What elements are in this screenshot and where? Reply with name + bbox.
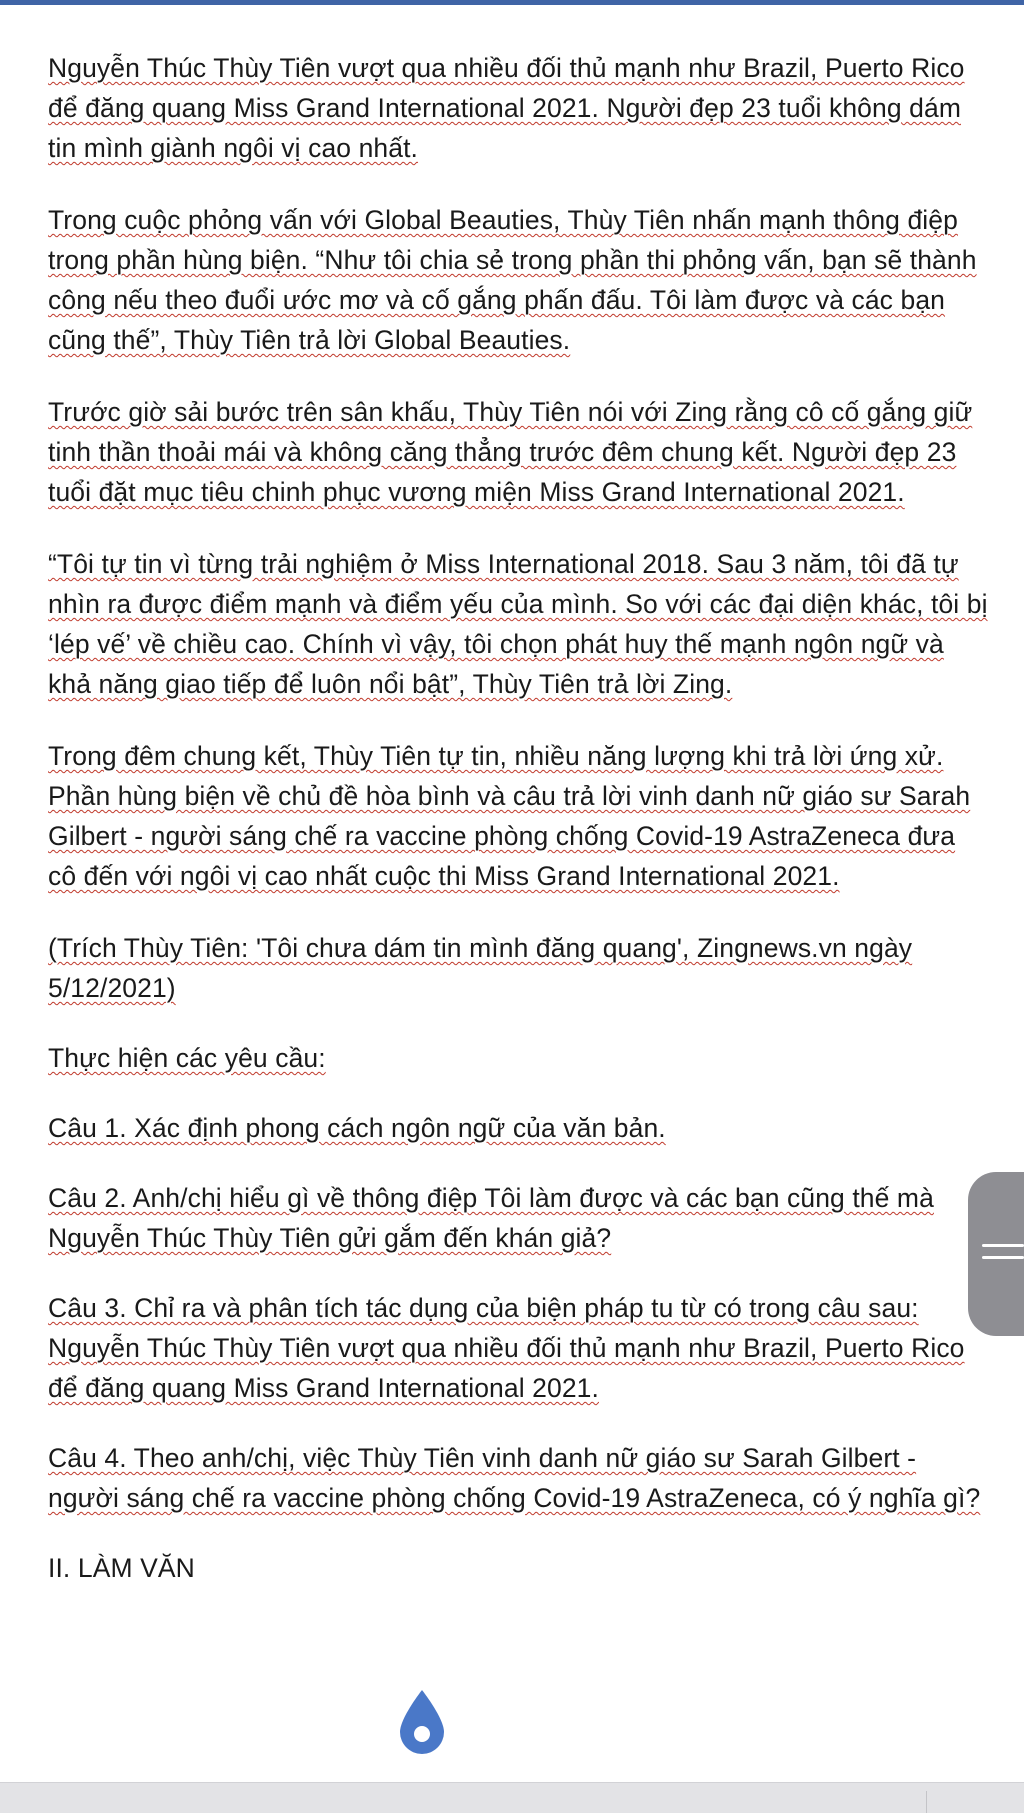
document-body[interactable] (48, 48, 988, 1620)
paragraph-final-night[interactable]: Trong đêm chung kết, Thùy Tiên tự tin, nhiều năng lượng khi trả lời ứng xử. Phần hùng biện về chủ đề hòa bình và câu trả lời vinh danh nữ giáo sư Sarah Gilbert - người sáng chế ra vaccine phòng chống Covid-19 AstraZeneca đưa cô đến với ngôi vị cao nhất cuộc thi Miss Grand International 2021. (48, 741, 971, 891)
text-cursor-handle-icon[interactable] (398, 1688, 446, 1756)
toolbar-divider (926, 1791, 927, 1813)
drag-handle-icon (982, 1244, 1024, 1247)
paragraph-interview[interactable]: Trong cuộc phỏng vấn với Global Beauties, Thùy Tiên nhấn mạnh thông điệp trong phần hùng biện. “Như tôi chia sẻ trong phần thi phỏng vấn, bạn sẽ thành công nếu theo đuổi ước mơ và cố gắng phấn đấu. Tôi làm được và các bạn cũng thế”, Thùy Tiên trả lời Global Beauties. (48, 205, 977, 355)
question-1[interactable]: Câu 1. Xác định phong cách ngôn ngữ của văn bản. (48, 1113, 666, 1143)
drag-handle-icon-line (982, 1256, 1024, 1259)
section-heading-writing[interactable]: II. LÀM VĂN (48, 1553, 195, 1583)
question-4[interactable]: Câu 4. Theo anh/chị, việc Thùy Tiên vinh danh nữ giáo sư Sarah Gilbert - người sáng chế ra vaccine phòng chống Covid-19 AstraZeneca, có ý nghĩa gì? (48, 1443, 981, 1513)
paragraph-intro[interactable]: Nguyễn Thúc Thùy Tiên vượt qua nhiều đối thủ mạnh như Brazil, Puerto Rico để đăng quang Miss Grand International 2021. Người đẹp 23 tuổi không dám tin mình giành ngôi vị cao nhất. (48, 53, 965, 163)
question-2[interactable]: Câu 2. Anh/chị hiểu gì về thông điệp Tôi làm được và các bạn cũng thế mà Nguyễn Thúc Thùy Tiên gửi gắm đến khán giả? (48, 1183, 934, 1253)
paragraph-instructions[interactable]: Thực hiện các yêu cầu: (48, 1043, 326, 1073)
top-accent-bar (0, 0, 1024, 5)
question-3[interactable]: Câu 3. Chỉ ra và phân tích tác dụng của biện pháp tu từ có trong câu sau: Nguyễn Thúc Thùy Tiên vượt qua nhiều đối thủ mạnh như Brazil, Puerto Rico để đăng quang Miss Grand International 2021. (48, 1293, 965, 1403)
paragraph-before-stage[interactable]: Trước giờ sải bước trên sân khấu, Thùy Tiên nói với Zing rằng cô cố gắng giữ tinh thần thoải mái và không căng thẳng trước đêm chung kết. Người đẹp 23 tuổi đặt mục tiêu chinh phục vương miện Miss Grand International 2021. (48, 397, 973, 507)
scroll-handle[interactable] (968, 1172, 1024, 1336)
paragraph-source[interactable]: (Trích Thùy Tiên: 'Tôi chưa dám tin mình đăng quang', Zingnews.vn ngày 5/12/2021) (48, 933, 913, 1003)
bottom-toolbar (0, 1782, 1024, 1813)
paragraph-quote[interactable]: “Tôi tự tin vì từng trải nghiệm ở Miss International 2018. Sau 3 năm, tôi đã tự nhìn ra được điểm mạnh và điểm yếu của mình. So với các đại diện khác, tôi bị ‘lép vế’ về chiều cao. Chính vì vậy, tôi chọn phát huy thế mạnh ngôn ngữ và khả năng giao tiếp để luôn nổi bật”, Thùy Tiên trả lời Zing. (48, 549, 988, 699)
